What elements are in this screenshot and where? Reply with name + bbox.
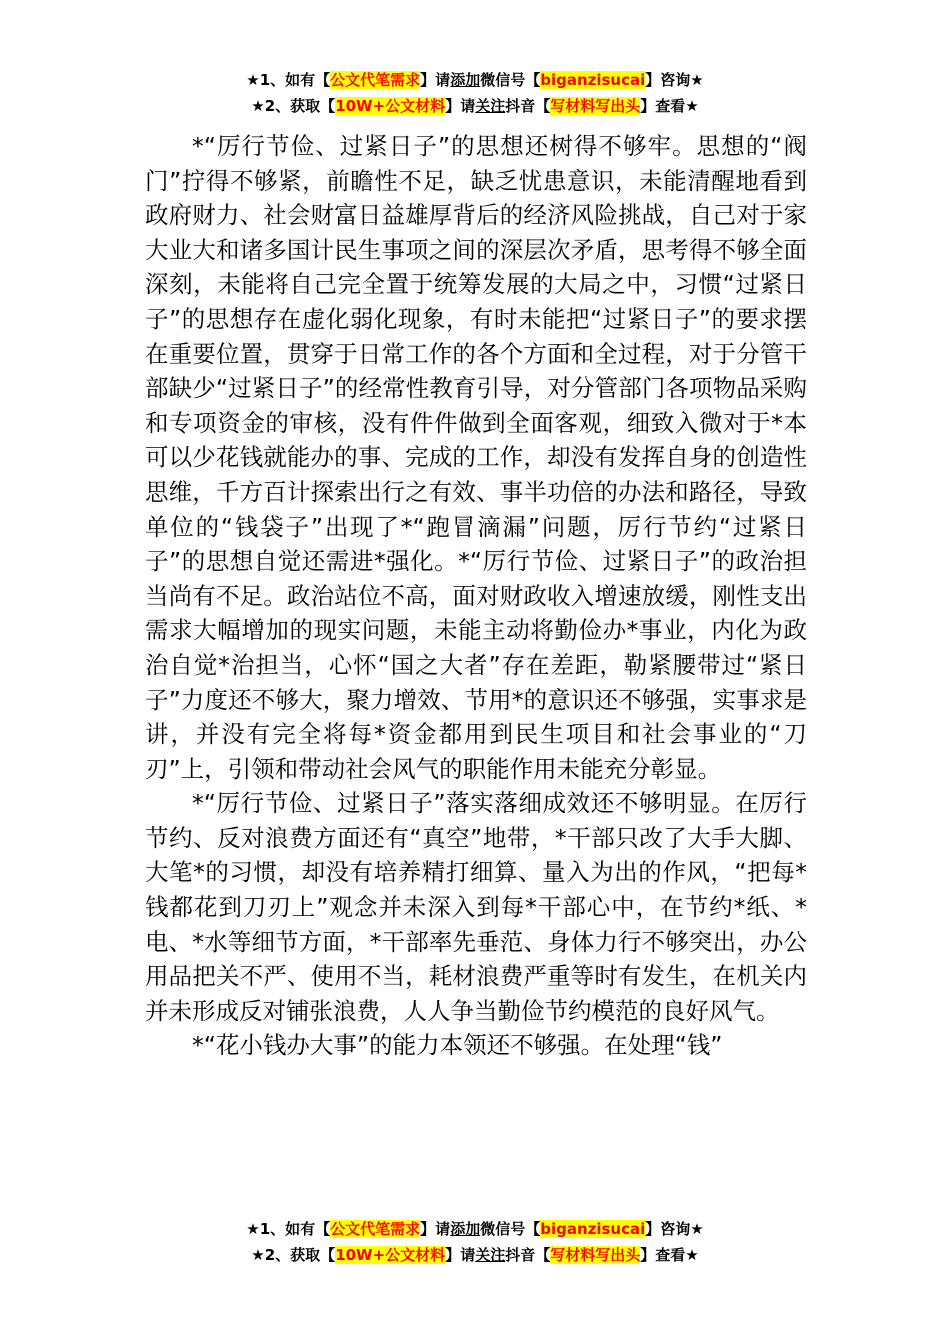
highlight-materials: 10W+公文材料 [335,1246,446,1264]
highlight-service: 公文代笔需求 [330,1220,421,1238]
paragraph-3: *“花小钱办大事”的能力本领还不够强。在处理“钱” [192,1031,723,1060]
paragraph-2: *“厉行节俭、过紧日子”落实落细成效还不够明显。在厉行节约、反对浪费方面还有“真空”地带，*干部只改了大手大脚、大笔*的习惯，却没有培养精打细算、量入为出的作风，“把每*钱都花到刀刃上”观念并未深入到每*干部心中，在节约*纸、*电、*水等细节方面，*干部率先垂范、身体力行不够突出，办公用品把关不严、使用不当，耗材浪费严重等时有发生，在机关内并未形成反对铺张浪费，人人争当勤俭节约模范的良好风气。 [145,789,807,1025]
footer-banner [0,1216,950,1268]
footer-line-1: ★1、如有【公文代笔需求】请添加微信号【biganzisucai】咨询★ [246,1220,704,1238]
highlight-materials: 10W+公文材料 [335,97,446,115]
highlight-wechat-id: biganzisucai [540,71,646,89]
highlight-service: 公文代笔需求 [330,71,421,89]
header-line-2: ★2、获取【10W+公文材料】请关注抖音【写材料写出头】查看★ [251,97,699,115]
footer-line-2: ★2、获取【10W+公文材料】请关注抖音【写材料写出头】查看★ [251,1246,699,1264]
header-line-1: ★1、如有【公文代笔需求】请添加微信号【biganzisucai】咨询★ [246,71,704,89]
document-body [145,129,807,1063]
paragraph-1: *“厉行节俭、过紧日子”的思想还树得不够牢。思想的“阀门”拧得不够紧，前瞻性不足，缺乏忧患意识，未能清醒地看到政府财力、社会财富日益雄厚背后的经济风险挑战，自己对于家大业大和诸多国计民生事项之间的深层次矛盾，思考得不够全面深刻，未能将自己完全置于统筹发展的大局之中，习惯“过紧日子”的思想存在虚化弱化现象，有时未能把“过紧日子”的要求摆在重要位置，贯穿于日常工作的各个方面和全过程，对于分管干部缺少“过紧日子”的经常性教育引导，对分管部门各项物品采购和专项资金的审核，没有件件做到全面客观，细致入微对于*本可以少花钱就能办的事、完成的工作，却没有发挥自身的创造性思维，千方百计探索出行之有效、事半功倍的办法和路径，导致单位的“钱袋子”出现了*“跑冒滴漏”问题，厉行节约“过紧日子”的思想自觉还需进*强化。*“厉行节俭、过紧日子”的政治担当尚有不足。政治站位不高，面对财政收入增速放缓，刚性支出需求大幅增加的现实问题，未能主动将勤俭办*事业，内化为政治自觉*治担当，心怀“国之大者”存在差距，勒紧腰带过“紧日子”力度还不够大，聚力增效、节用*的意识还不够强，实事求是讲，并没有完全将每*资金都用到民生项目和社会事业的“刀刃”上，引领和带动社会风气的职能作用未能充分彰显。 [145,132,807,783]
highlight-douyin: 写材料写出头 [550,1246,641,1264]
header-banner [0,67,950,119]
highlight-douyin: 写材料写出头 [550,97,641,115]
highlight-wechat-id: biganzisucai [540,1220,646,1238]
